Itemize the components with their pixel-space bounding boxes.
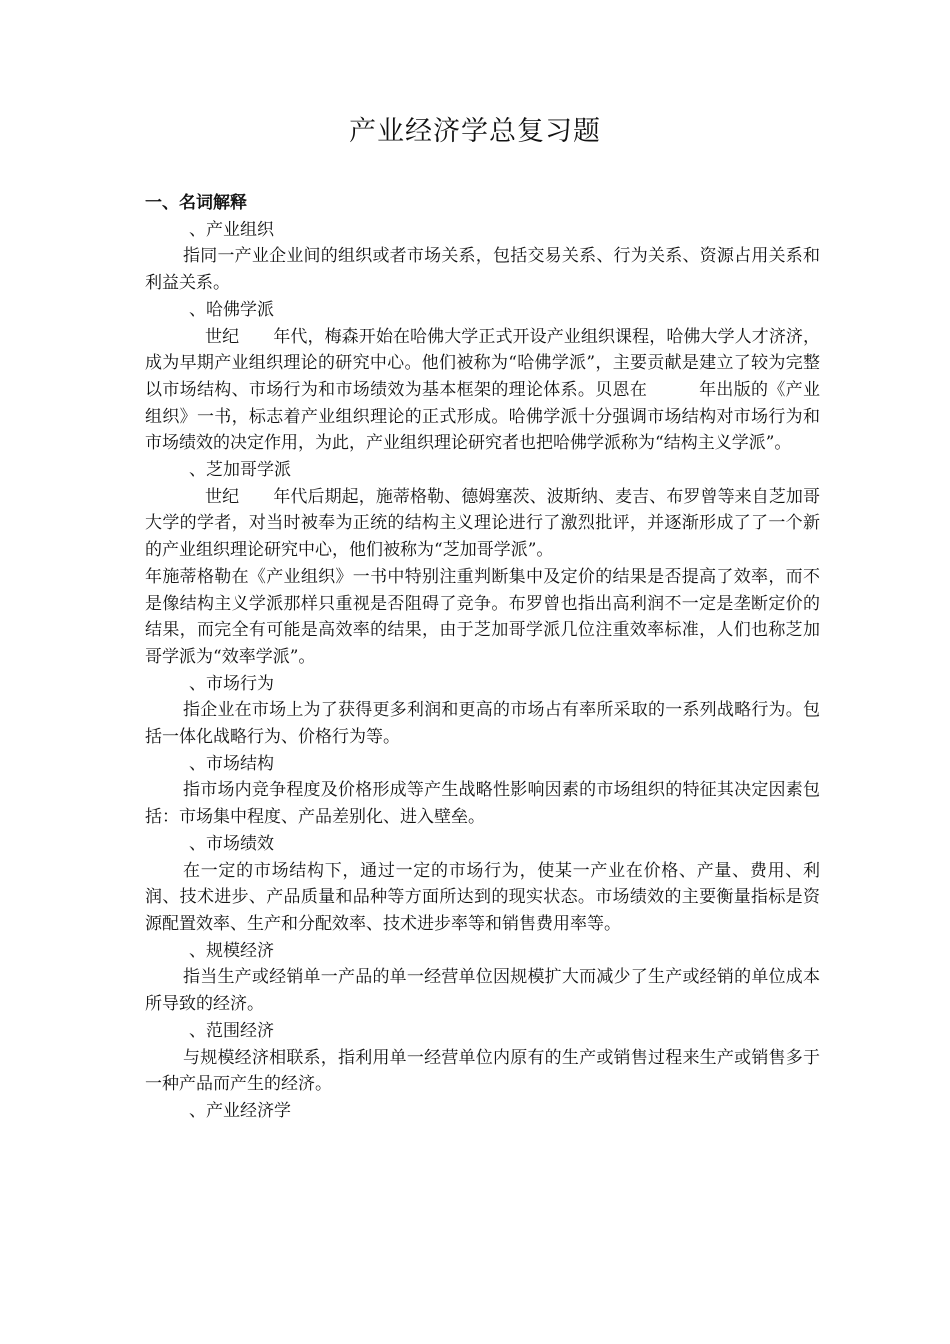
term-heading: 、芝加哥学派 [189,460,291,481]
term-definition: 指市场内竞争程度及价格形成等产生战略性影响因素的市场组织的特征其决定因素包括：市场集中程度、产品差别化、进入壁垒。 [145,780,820,828]
term-definition: 世纪 年代，梅森开始在哈佛大学正式开设产业组织课程，哈佛大学人才济济，成为早期产业组织理论的研究中心。他们被称为“哈佛学派”，主要贡献是建立了较为完整以市场结构、市场行为和市场绩效为基本框架的理论体系。贝恩在 年出版的《产业组织》一书，标志着产业组织理论的正式形成。哈佛学派十分强调市场结构对市场行为和市场绩效的决定作用，为此，产业组织理论研究者也把哈佛学派称为“结构主义学派”。 [145,326,820,454]
term-heading: 、产业组织 [189,219,274,240]
term-definition: 指同一产业企业间的组织或者市场关系，包括交易关系、行为关系、资源占用关系和利益关系。 [145,246,820,294]
term-definition: 与规模经济相联系，指利用单一经营单位内原有的生产或销售过程来生产或销售多于一种产品而产生的经济。 [145,1047,820,1095]
term-definition: 指企业在市场上为了获得更多利润和更高的市场占有率所采取的一系列战略行为。包括一体化战略行为、价格行为等。 [145,700,820,748]
term-heading: 、市场绩效 [189,833,274,854]
term-heading: 、规模经济 [189,940,274,961]
document-title: 产业经济学总复习题 [349,116,601,147]
term-definition: 世纪 年代后期起，施蒂格勒、德姆塞茨、波斯纳、麦吉、布罗曾等来自芝加哥大学的学者，对当时被奉为正统的结构主义理论进行了激烈批评，并逐渐形成了了一个新的产业组织理论研究中心，他们被称为“芝加哥学派”。 [145,486,820,561]
term-heading: 、市场行为 [189,673,274,694]
document-body [145,190,820,1125]
section-heading: 一、名词解释 [145,193,247,213]
term-definition: 指当生产或经销单一产品的单一经营单位因规模扩大而减少了生产或经销的单位成本所导致的经济。 [145,967,820,1015]
term-heading: 、市场结构 [189,753,274,774]
term-heading: 、哈佛学派 [189,299,274,320]
term-definition: 在一定的市场结构下，通过一定的市场行为，使某一产业在价格、产量、费用、利润、技术进步、产品质量和品种等方面所达到的现实状态。市场绩效的主要衡量指标是资源配置效率、生产和分配效率、技术进步率等和销售费用率等。 [145,860,820,934]
term-heading: 、范围经济 [189,1020,274,1041]
term-heading: 、产业经济学 [189,1100,291,1121]
term-definition: 年施蒂格勒在《产业组织》一书中特别注重判断集中及定价的结果是否提高了效率，而不是像结构主义学派那样只重视是否阻碍了竞争。布罗曾也指出高利润不一定是垄断定价的结果，而完全有可能是高效率的结果，由于芝加哥学派几位注重效率标准，人们也称芝加哥学派为“效率学派”。 [145,566,820,667]
